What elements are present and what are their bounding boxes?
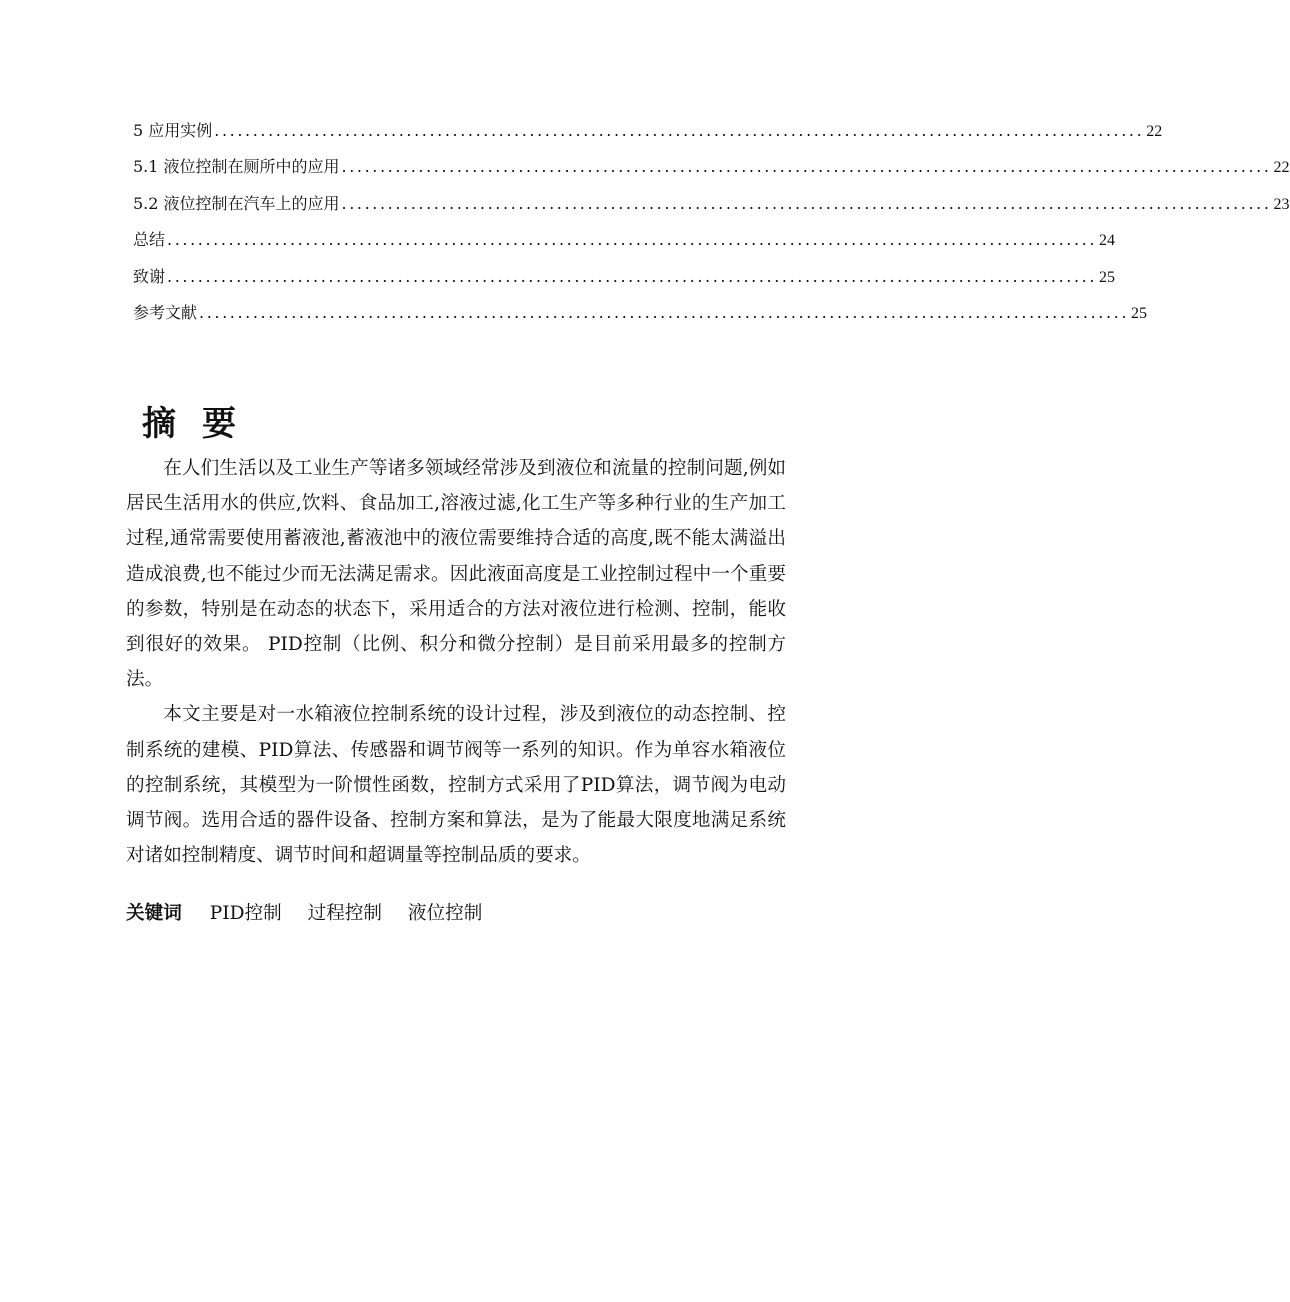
toc-leader-dots: .........................................................................................................................: [341, 157, 1272, 177]
toc-entry[interactable]: [133, 149, 1290, 185]
toc-entry[interactable]: [133, 186, 1290, 222]
toc-entry-title: 参考文献: [133, 302, 198, 322]
toc-entry-page: 23: [1273, 195, 1290, 213]
toc-leader-dots: .........................................................................................................................: [199, 302, 1130, 322]
abstract-paragraph: 本文主要是对一水箱液位控制系统的设计过程，涉及到液位的动态控制、控制系统的建模、PID算法、传感器和调节阀等一系列的知识。作为单容水箱液位的控制系统，其模型为一阶惯性函数，控制方式采用了PID算法，调节阀为电动调节阀。选用合适的器件设备、控制方案和算法，是为了能最大限度地满足系统对诸如控制精度、调节时间和超调量等控制品质的要求。: [126, 704, 786, 867]
abstract-heading: 摘要: [142, 404, 262, 444]
toc-entry-page: 25: [1099, 268, 1116, 286]
toc-entry[interactable]: [133, 222, 1116, 258]
toc-leader-dots: .........................................................................................................................: [214, 121, 1145, 140]
toc-entry-title: 5 应用实例: [133, 121, 213, 140]
keywords-line: [126, 897, 502, 931]
toc-entry-page: 22: [1273, 159, 1290, 177]
toc-entry[interactable]: [133, 113, 1163, 149]
table-of-contents: [133, 113, 1290, 331]
abstract-body: [126, 451, 786, 873]
abstract-paragraph: 在人们生活以及工业生产等诸多领域经常涉及到液位和流量的控制问题,例如居民生活用水的供应,饮料、食品加工,溶液过滤,化工生产等多种行业的生产加工过程,通常需要使用蓄液池,蓄液池中的液位需要维持合适的高度,既不能太满溢出造成浪费,也不能过少而无法满足需求。因此液面高度是工业控制过程中一个重要的参数，特别是在动态的状态下，采用适合的方法对液位进行检测、控制，能收到很好的效果。 PID控制（比例、积分和微分控制）是目前采用最多的控制方法。: [126, 458, 786, 691]
toc-entry-page: 22: [1146, 123, 1163, 140]
toc-entry[interactable]: [133, 295, 1148, 331]
toc-entry-page: 25: [1131, 304, 1148, 322]
toc-leader-dots: .........................................................................................................................: [167, 266, 1098, 286]
toc-leader-dots: .........................................................................................................................: [167, 230, 1098, 250]
toc-entry-title: 5.1 液位控制在厕所中的应用: [133, 157, 340, 177]
toc-entry-title: 5.2 液位控制在汽车上的应用: [133, 193, 340, 213]
keyword: 过程控制: [307, 903, 382, 924]
toc-entry[interactable]: [133, 259, 1116, 295]
keyword: 液位控制: [407, 903, 483, 924]
keywords-label: 关键词: [126, 903, 182, 924]
toc-entry-title: 总结: [133, 230, 166, 250]
toc-entry-page: 24: [1099, 232, 1116, 250]
keyword: PID控制: [209, 903, 282, 924]
toc-leader-dots: .........................................................................................................................: [341, 193, 1272, 213]
toc-entry-title: 致谢: [133, 266, 166, 286]
